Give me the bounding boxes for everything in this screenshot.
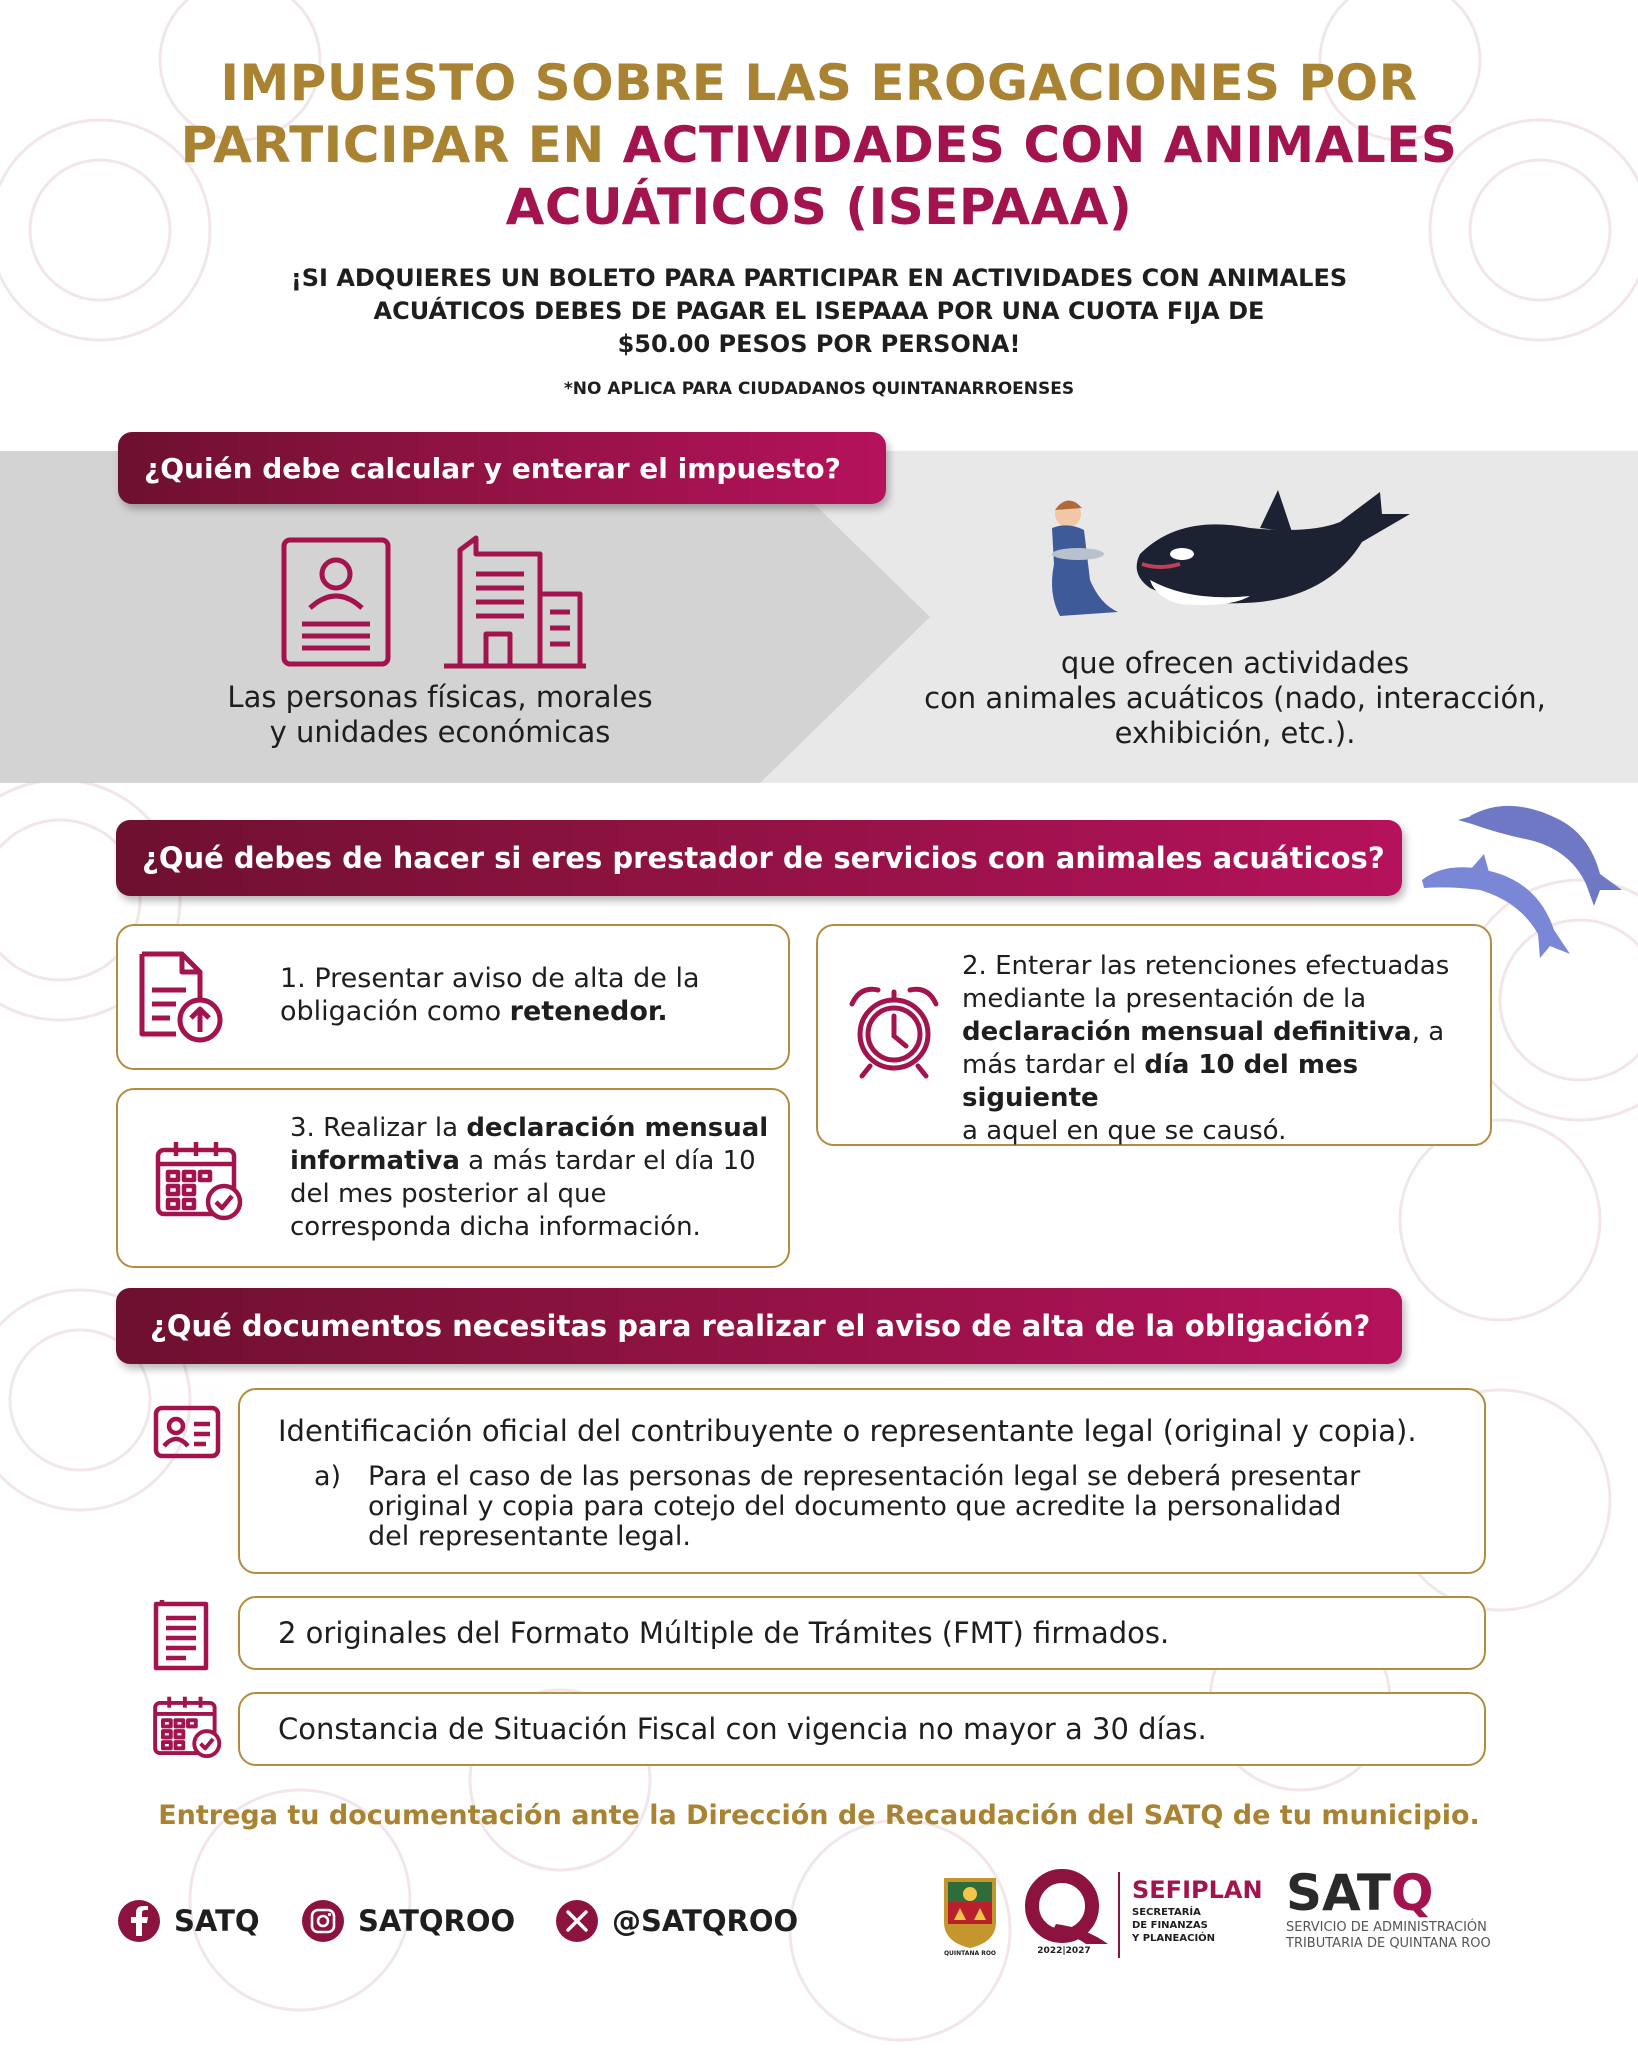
q-government-logo xyxy=(1016,1868,1112,1948)
facebook-link[interactable] xyxy=(118,1900,260,1942)
step-3-line-1 xyxy=(290,1112,780,1145)
satq-caption xyxy=(1286,1920,1491,1952)
form-document-icon xyxy=(152,1600,214,1672)
doc-1-sub-line-3: del representante legal. xyxy=(368,1521,691,1552)
satq-wordmark-q: Q xyxy=(1390,1864,1434,1922)
quintana-roo-shield-logo xyxy=(940,1872,1000,1958)
section-what-heading: ¿Qué debes de hacer si eres prestador de servicios con animales acuáticos? xyxy=(116,820,1402,896)
satq-wordmark xyxy=(1286,1866,1491,1920)
doc-1-sub-marker: a) xyxy=(314,1461,342,1492)
step-3-bold-2: informativa xyxy=(290,1146,460,1176)
step-2-line-4-text: más tardar el xyxy=(962,1050,1145,1080)
step-3-line-3: del mes posterior al que xyxy=(290,1179,607,1209)
step-2-line-3 xyxy=(962,1016,1482,1049)
sefiplan-caption-line-3: Y PLANEACIÓN xyxy=(1132,1933,1216,1944)
who-left-line-1: Las personas físicas, morales xyxy=(227,680,653,714)
id-card-icon xyxy=(152,1404,222,1460)
x-handle: @SATQROO xyxy=(612,1904,799,1938)
step-1-line-1: 1. Presentar aviso de alta de la xyxy=(280,963,700,994)
step-2-text xyxy=(962,950,1482,1148)
sefiplan-caption-line-1: SECRETARÍA xyxy=(1132,1907,1201,1918)
step-2-line-4 xyxy=(962,1049,1482,1115)
title-line-2-gold: PARTICIPAR EN xyxy=(180,116,623,174)
subtitle-line-3: $50.00 PESOS POR PERSONA! xyxy=(617,330,1021,358)
satq-caption-line-2: TRIBUTARIA DE QUINTANA ROO xyxy=(1286,1936,1491,1951)
subtitle-line-2: ACUÁTICOS DEBES DE PAGAR EL ISEPAAA POR UNA CUOTA FIJA DE xyxy=(373,297,1265,325)
who-right-line-3: exhibición, etc.). xyxy=(1114,716,1356,750)
who-left-text xyxy=(200,680,680,750)
facebook-icon xyxy=(118,1900,160,1942)
doc-2-text: 2 originales del Formato Múltiple de Trámites (FMT) firmados. xyxy=(278,1616,1170,1650)
who-left-line-2: y unidades económicas xyxy=(269,715,611,749)
doc-1-sub-line-1: Para el caso de las personas de representación legal se deberá presentar xyxy=(368,1461,1361,1492)
step-3-bold-1: declaración mensual xyxy=(466,1113,769,1143)
person-id-icon xyxy=(280,536,392,668)
delivery-instruction: Entrega tu documentación ante la Dirección de Recaudación del SATQ de tu municipio. xyxy=(158,1800,1480,1831)
step-1-text xyxy=(280,962,770,1028)
exemption-note: *NO APLICA PARA CIUDADANOS QUINTANARROENSES xyxy=(563,379,1075,399)
document-upload-icon xyxy=(136,948,228,1044)
sefiplan-logo xyxy=(1132,1876,1263,1945)
x-link[interactable] xyxy=(556,1900,798,1942)
sefiplan-name: SEFIPLAN xyxy=(1132,1876,1263,1904)
step-3-line-1-text: 3. Realizar la xyxy=(290,1113,467,1143)
step-2-bold-2: día 10 del mes siguiente xyxy=(962,1050,1359,1113)
doc-1-sub-text xyxy=(368,1462,1468,1552)
who-right-line-1: que ofrecen actividades xyxy=(1060,646,1410,680)
step-1-bold: retenedor. xyxy=(509,996,668,1027)
doc-3-text: Constancia de Situación Fiscal con vigencia no mayor a 30 días. xyxy=(278,1712,1207,1746)
instagram-icon xyxy=(302,1900,344,1942)
step-2-bold-1: declaración mensual definitiva xyxy=(962,1017,1412,1047)
subtitle-line-1: ¡SI ADQUIERES UN BOLETO PARA PARTICIPAR EN ACTIVIDADES CON ANIMALES xyxy=(290,264,1348,292)
doc-1-sub-line-2: original y copia para cotejo del documento que acredite la personalidad xyxy=(368,1491,1342,1522)
logo-divider xyxy=(1118,1872,1120,1958)
satq-logo xyxy=(1286,1866,1491,1952)
shield-caption: QUINTANA ROO xyxy=(943,1950,997,1957)
building-icon xyxy=(440,530,590,670)
title-line-2-highlight: ACTIVIDADES CON ANIMALES xyxy=(622,116,1458,174)
doc-1-text: Identificación oficial del contribuyente o representante legal (original y copia). xyxy=(278,1414,1417,1448)
instagram-link[interactable] xyxy=(302,1900,515,1942)
step-3-line-4: corresponda dicha información. xyxy=(290,1212,701,1242)
step-2-line-3-rest: , a xyxy=(1411,1017,1445,1047)
subtitle xyxy=(160,262,1478,361)
section-docs-heading: ¿Qué documentos necesitas para realizar el aviso de alta de la obligación? xyxy=(116,1288,1402,1364)
orca-trainer-illustration xyxy=(1030,484,1430,634)
alarm-clock-icon xyxy=(846,980,942,1080)
satq-wordmark-sat: SAT xyxy=(1286,1864,1391,1922)
who-right-line-2: con animales acuáticos (nado, interacción, xyxy=(924,681,1546,715)
title-line-1: IMPUESTO SOBRE LAS EROGACIONES POR xyxy=(220,54,1418,112)
title-line-3: ACUÁTICOS (ISEPAAA) xyxy=(505,178,1133,236)
step-1-line-2-text: obligación como xyxy=(280,996,510,1027)
x-icon xyxy=(556,1900,598,1942)
who-right-text xyxy=(920,646,1550,751)
step-3-line-2 xyxy=(290,1145,780,1178)
sefiplan-caption xyxy=(1132,1906,1263,1945)
step-3-line-2-rest: a más tardar el día 10 xyxy=(459,1146,756,1176)
step-2-line-5: a aquel en que se causó. xyxy=(962,1116,1287,1146)
facebook-handle: SATQ xyxy=(174,1904,260,1938)
title-line-2 xyxy=(100,114,1538,176)
step-3-text xyxy=(290,1112,780,1244)
page-title xyxy=(100,52,1538,238)
step-1-line-2 xyxy=(280,995,770,1028)
step-2-line-1: 2. Enterar las retenciones efectuadas xyxy=(962,951,1450,981)
satq-caption-line-1: SERVICIO DE ADMINISTRACIÓN xyxy=(1286,1920,1487,1935)
instagram-handle: SATQROO xyxy=(358,1904,516,1938)
section-who-heading: ¿Quién debe calcular y enterar el impuesto? xyxy=(118,432,886,504)
calendar-check-small-icon xyxy=(152,1694,224,1762)
sefiplan-caption-line-2: DE FINANZAS xyxy=(1132,1920,1208,1931)
step-2-line-2: mediante la presentación de la xyxy=(962,984,1367,1014)
logo-years: 2022|2027 xyxy=(1037,1946,1091,1956)
calendar-check-icon xyxy=(154,1140,246,1224)
